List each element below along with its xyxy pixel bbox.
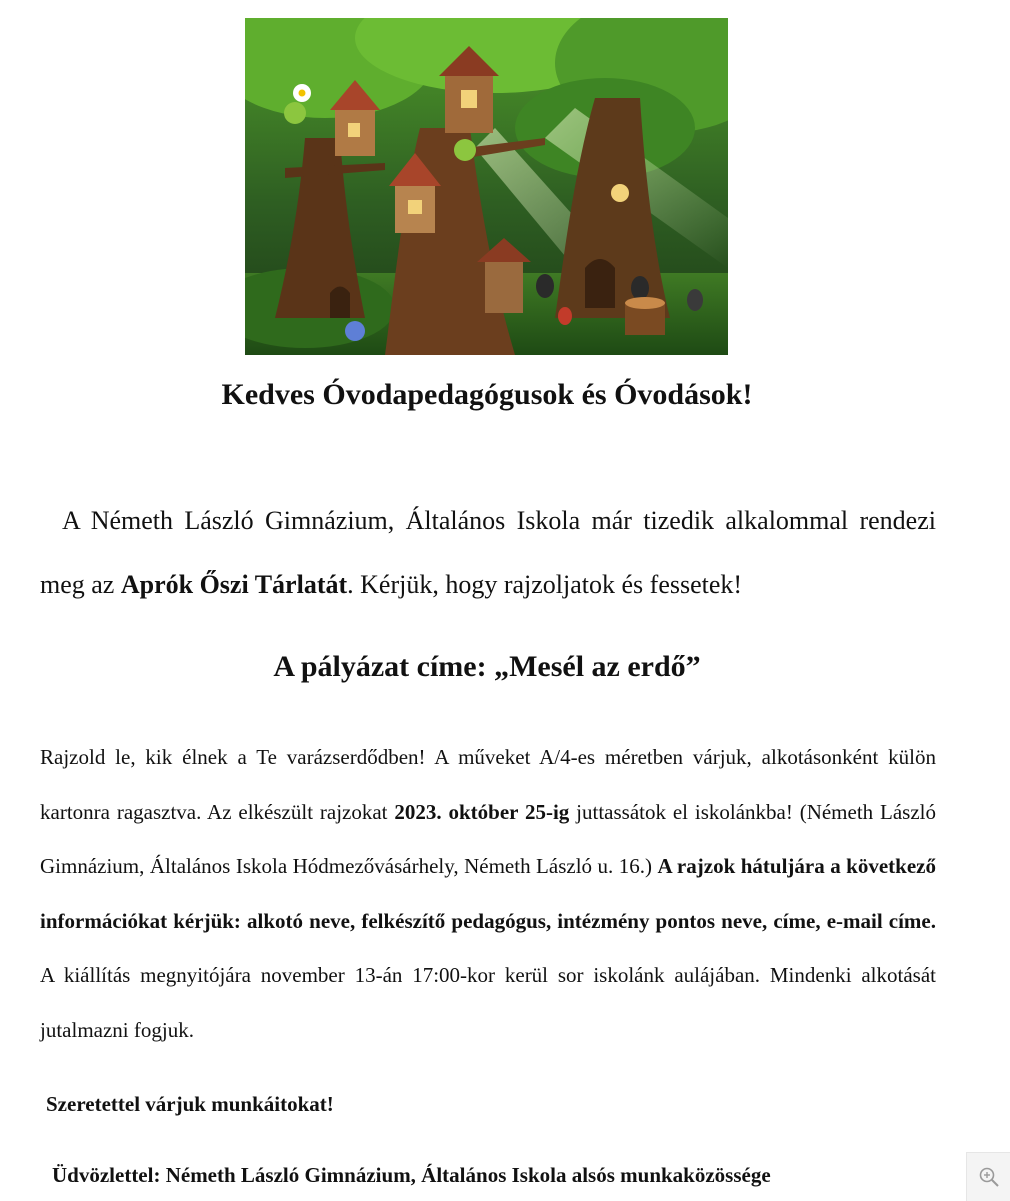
info-request: A rajzok hátuljára a következő információkat kérjük: alkotó neve, felkészítő pedagógus, intézmény pontos neve, címe, e-mail címe.	[40, 854, 936, 933]
forest-illustration-art	[245, 18, 728, 355]
zoom-button[interactable]	[966, 1152, 1010, 1201]
intro-paragraph	[40, 489, 936, 617]
zoom-in-icon	[978, 1166, 1000, 1188]
greeting-title: Kedves Óvodapedagógusok és Óvodások!	[221, 378, 753, 411]
contest-title: A pályázat címe: „Mesél az erdő”	[273, 650, 701, 683]
closing-line: Szeretettel várjuk munkáitokat!	[46, 1092, 334, 1116]
event-name: Aprók Őszi Tárlatát	[120, 570, 348, 599]
deadline: 2023. október 25-ig	[394, 799, 570, 824]
intro-text-1: A Németh László Gimnázium, Általános Iskola már tizedik alkalommal rendezi meg az	[40, 506, 936, 599]
details-text-3: A kiállítás megnyitójára november 13-án 17:00-kor kerül sor iskolánk aulájában. Mindenki alkotását jutalmazni fogjuk.	[40, 963, 936, 1042]
contest-details	[40, 730, 936, 1058]
details-text-2: juttassátok el iskolánkba! (Németh László Gimnázium, Általános Iskola Hódmezővásárhely, Németh László u. 16.)	[40, 799, 937, 879]
details-text-1: Rajzold le, kik élnek a Te varázserdődben! A műveket A/4-es méretben várjuk, alkotásonként külön kartonra ragasztva. Az elkészült rajzokat	[40, 745, 936, 824]
forest-illustration	[245, 18, 728, 355]
signature-line: Üdvözlettel: Németh László Gimnázium, Általános Iskola alsós munkaközössége	[52, 1163, 771, 1187]
intro-text-2: . Kérjük, hogy rajzoljatok és fessetek!	[347, 570, 743, 599]
